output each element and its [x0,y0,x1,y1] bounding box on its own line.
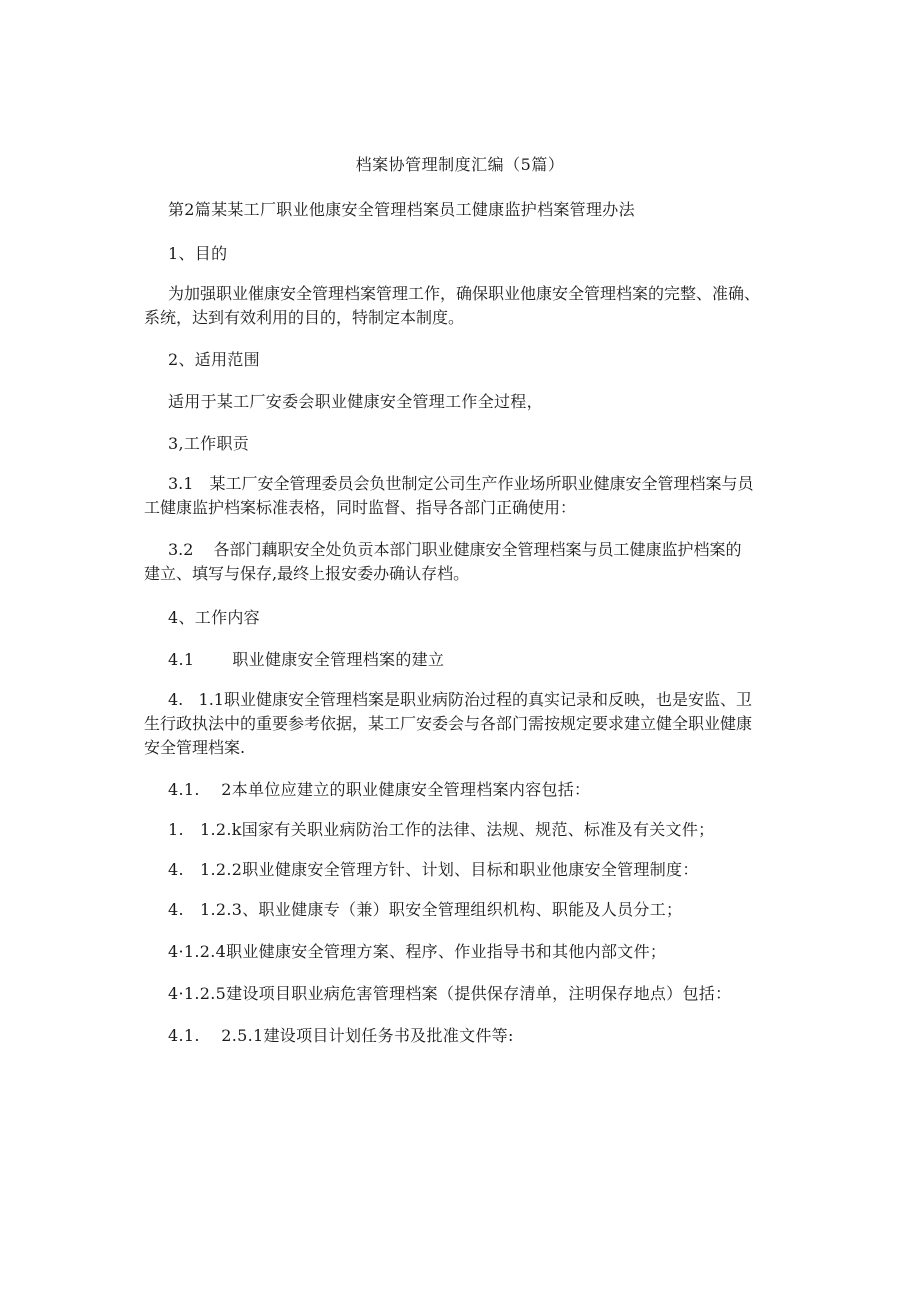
clause-text: 职业健康安全管理档案的建立 [232,650,445,669]
clause-4-1-2-2: 4. 1.2.2职业健康安全管理方针、计划、目标和职业他康安全管理制度： [168,860,699,879]
section-heading-duties: 3,工作职贡 [168,434,250,453]
clause-number: 3.1 [168,474,194,493]
clause-text: 各部门藕职安全处负贡本部门职业健康安全管理档案与员工健康监护档案的 [213,540,742,559]
clause-4-1-2-3: 4. 1.2.3、职业健康专（兼）职安全管理组织机构、职能及人员分工； [168,900,683,919]
clause-number: 4.1 [168,650,195,669]
paragraph-line: 4. 1.1职业健康安全管理档案是职业病防治过程的真实记录和反映，也是安监、卫 [168,690,752,709]
paragraph-line [168,472,788,496]
document-subtitle: 第2篇某某工厂职业他康安全管理档案员工健康监护档案管理办法 [168,200,635,219]
clause-4-1-2-5-1: 4.1. 2.5.1建设项目计划任务书及批准文件等: [168,1026,514,1045]
paragraph-line: 建立、填写与保存,最终上报安委办确认存档。 [144,564,470,583]
section-heading-work-content: 4、工作内容 [168,608,260,627]
paragraph-line: 安全管理档案. [144,738,246,757]
paragraph-line: 系统，达到有效利用的目的，特制定本制度。 [144,308,465,327]
clause-4-1-2-5: 4·1.2.5建设项目职业病危害管理档案（提供保存清单，注明保存地点）包括： [168,984,732,1003]
paragraph-purpose [144,282,788,330]
paragraph-line: 生行政执法中的重要参考依据，某工厂安委会与各部门需按规定要求建立健全职业健康 [144,714,753,733]
paragraph-3-2 [144,538,788,586]
clause-text: 某工厂安全管理委员会负世制定公司生产作业场所职业健康安全管理档案与员 [209,474,754,493]
paragraph-3-1 [144,472,788,520]
paragraph-scope: 适用于某工厂安委会职业健康安全管理工作全过程， [168,392,543,411]
section-heading-scope: 2、适用范围 [168,350,260,369]
clause-4-1-2-1: 1. 1.2.k国家有关职业病防治工作的法律、法规、规范、标准及有关文件； [168,820,715,839]
clause-4-1-2-4: 4·1.2.4职业健康安全管理方案、程序、作业指导书和其他内部文件； [168,942,667,961]
paragraph-4-1-1 [144,688,788,760]
clause-4-1-2: 4.1. 2本单位应建立的职业健康安全管理档案内容包括： [168,780,591,799]
paragraph-line: 为加强职业催康安全管理档案管理工作，确保职业他康安全管理档案的完整、准确、 [168,284,761,303]
clause-4-1 [168,648,444,672]
document-title: 档案协管理制度汇编（5篇） [355,155,565,174]
clause-number: 3.2 [168,540,194,559]
paragraph-line [168,538,788,562]
paragraph-line: 工健康监护档案标准表格，同时监督、指导各部门正确使用： [144,498,577,517]
section-heading-purpose: 1、目的 [168,244,228,263]
